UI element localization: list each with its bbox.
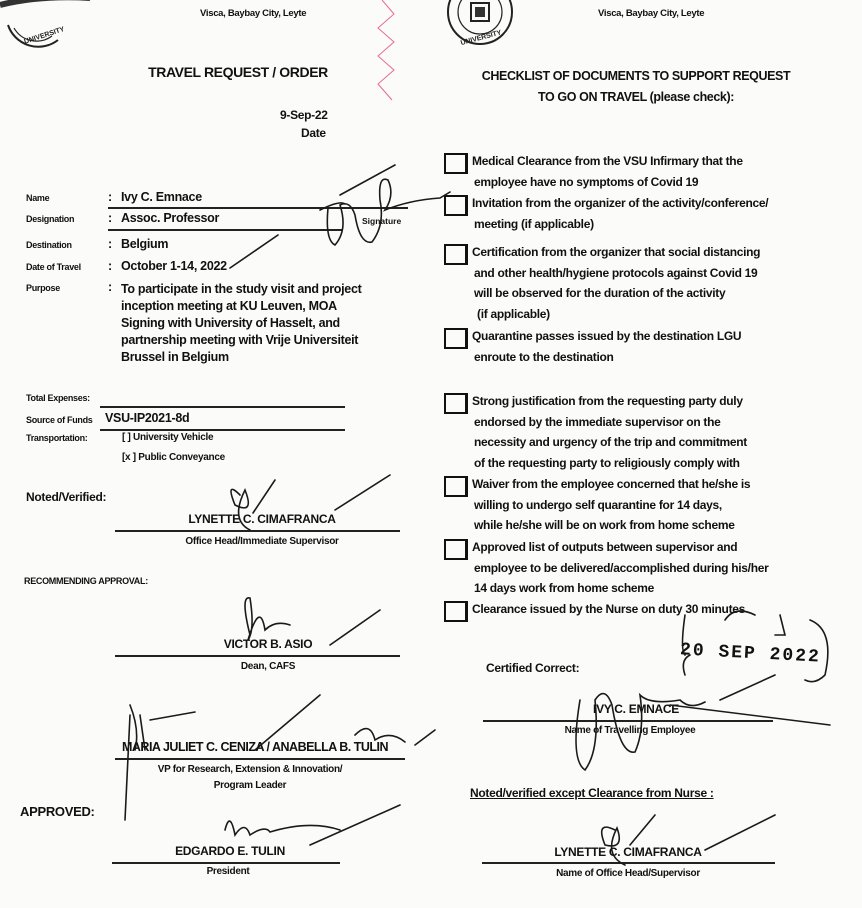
received-stamp-date: 20 SEP 2022 bbox=[679, 640, 822, 668]
office-head-name: LYNETTE C. CIMAFRANCA bbox=[554, 845, 702, 859]
checklist-item-text: endorsed by the immediate supervisor on the bbox=[474, 414, 721, 429]
colon: : bbox=[108, 211, 112, 225]
address-right: Visca, Baybay City, Leyte bbox=[598, 8, 705, 19]
checklist-item-text: of the requesting party to religiously comply with bbox=[474, 456, 740, 471]
office-head-title: Name of Office Head/Supervisor bbox=[556, 868, 700, 879]
checklist-checkbox[interactable] bbox=[444, 393, 468, 414]
svg-text:UNIVERSITY: UNIVERSITY bbox=[459, 29, 503, 48]
supervisor-title: Office Head/Immediate Supervisor bbox=[185, 536, 339, 547]
purpose-text bbox=[121, 281, 361, 366]
checklist-item-text: Clearance issued by the Nurse on duty 30 minutes bbox=[472, 602, 746, 616]
total-expenses-line bbox=[100, 406, 345, 408]
purpose-label: Purpose bbox=[26, 283, 60, 293]
checklist-item-text: will be observed for the duration of the activity bbox=[474, 286, 726, 301]
designation-label: Designation bbox=[26, 214, 75, 224]
travel-date-value: October 1-14, 2022 bbox=[121, 259, 227, 273]
colon: : bbox=[108, 259, 112, 273]
purpose-line: partnership meeting with Vrije Universiteit bbox=[121, 333, 359, 347]
total-expenses-label: Total Expenses: bbox=[26, 393, 90, 403]
transportation-label: Transportation: bbox=[26, 433, 88, 443]
source-of-funds-line bbox=[100, 429, 345, 431]
noted-verified-label: Noted/Verified: bbox=[26, 490, 107, 504]
destination-value: Belgium bbox=[121, 237, 169, 251]
noted-except-label: Noted/verified except Clearance from Nurse : bbox=[470, 786, 714, 800]
office-head-signature bbox=[585, 810, 785, 870]
checklist-checkbox[interactable] bbox=[444, 539, 468, 560]
checklist-item-text: enroute to the destination bbox=[474, 349, 614, 364]
checklist-checkbox[interactable] bbox=[444, 328, 468, 349]
employee-title: Name of Travelling Employee bbox=[564, 725, 696, 736]
traveler-signature bbox=[300, 170, 450, 250]
signature-label: Signature bbox=[362, 216, 402, 226]
supervisor-signature bbox=[215, 475, 395, 545]
checklist-checkbox[interactable] bbox=[444, 153, 468, 174]
vp-title-line-2: Program Leader bbox=[213, 780, 287, 791]
checklist-item-text: meeting (if applicable) bbox=[474, 216, 594, 231]
dean-signature bbox=[230, 590, 390, 650]
checklist-item-text: willing to undergo self quarantine for 14 days, bbox=[474, 497, 722, 512]
name-label: Name bbox=[26, 193, 50, 203]
checklist-item-text: necessity and urgency of the trip and commitment bbox=[474, 435, 747, 450]
purpose-line: Brussel in Belgium bbox=[121, 350, 229, 364]
checklist-item-text: while he/she will be on work from home scheme bbox=[474, 518, 735, 533]
certified-correct-label: Certified Correct: bbox=[486, 661, 580, 675]
transport-option-university-vehicle: [ ] University Vehicle bbox=[122, 432, 214, 443]
date-label: Date bbox=[301, 126, 326, 140]
dean-title: Dean, CAFS bbox=[240, 661, 296, 672]
source-of-funds-label: Source of Funds bbox=[26, 415, 93, 425]
checklist-item-text: Approved list of outputs between supervisor and bbox=[472, 540, 738, 554]
president-signature-line bbox=[112, 862, 340, 864]
name-value: Ivy C. Emnace bbox=[121, 190, 202, 204]
colon: : bbox=[108, 237, 112, 251]
president-signature bbox=[220, 800, 400, 860]
travel-date-label: Date of Travel bbox=[26, 262, 81, 272]
checklist-item-text: 14 days work from home scheme bbox=[474, 581, 655, 596]
supervisor-name: LYNETTE C. CIMAFRANCA bbox=[188, 512, 336, 526]
dean-signature-line bbox=[115, 655, 400, 657]
designation-value: Assoc. Professor bbox=[121, 211, 220, 225]
checklist-title-line-1: CHECKLIST OF DOCUMENTS TO SUPPORT REQUEST bbox=[481, 69, 791, 83]
employee-name: IVY C. EMNACE bbox=[593, 702, 679, 716]
checklist-item-text: Invitation from the organizer of the activity/conference/ bbox=[472, 196, 769, 210]
checklist-item-text: Medical Clearance from the VSU Infirmary that the bbox=[472, 154, 743, 168]
checklist-item-text: and other health/hygiene protocols against Covid 19 bbox=[474, 265, 758, 280]
checklist-item-text: Strong justification from the requesting party duly bbox=[472, 394, 743, 408]
checklist-item-text: Certification from the organizer that social distancing bbox=[472, 245, 761, 259]
university-seal-right bbox=[446, 0, 516, 50]
vp-title-line-1: VP for Research, Extension & Innovation/ bbox=[157, 764, 343, 775]
destination-label: Destination bbox=[26, 240, 72, 250]
checklist-checkbox[interactable] bbox=[444, 601, 468, 622]
form-title: TRAVEL REQUEST / ORDER bbox=[148, 64, 328, 80]
colon: : bbox=[108, 190, 112, 204]
checklist-checkbox[interactable] bbox=[444, 476, 468, 497]
purpose-line: To participate in the study visit and project bbox=[121, 282, 362, 296]
checklist-checkbox[interactable] bbox=[444, 244, 468, 265]
purpose-line: Signing with University of Hasselt, and bbox=[121, 316, 340, 330]
source-of-funds-value: VSU-IP2021-8d bbox=[105, 411, 190, 425]
initial-stroke bbox=[200, 230, 280, 270]
transport-option-public-conveyance: [x ] Public Conveyance bbox=[122, 452, 225, 463]
dean-name: VICTOR B. ASIO bbox=[223, 637, 313, 651]
colon: : bbox=[108, 280, 112, 294]
date-value: 9-Sep-22 bbox=[280, 108, 328, 122]
received-stamp bbox=[665, 600, 845, 685]
recommending-approval-label: RECOMMENDING APPROVAL: bbox=[24, 576, 148, 586]
checklist-item-text: (if applicable) bbox=[474, 307, 550, 322]
svg-text:UNIVERSITY: UNIVERSITY bbox=[23, 26, 66, 46]
vp-name: MARIA JULIET C. CENIZA / ANABELLA B. TULIN bbox=[121, 740, 389, 754]
checklist-title-line-2: TO GO ON TRAVEL (please check): bbox=[538, 90, 734, 104]
employee-signature bbox=[570, 680, 840, 780]
checklist-checkbox[interactable] bbox=[444, 195, 468, 216]
address-left: Visca, Baybay City, Leyte bbox=[200, 8, 307, 19]
president-name: EDGARDO E. TULIN bbox=[175, 844, 285, 858]
pink-ink-mark bbox=[370, 0, 400, 105]
approved-label: APPROVED: bbox=[20, 804, 95, 819]
purpose-line: inception meeting at KU Leuven, MOA bbox=[121, 299, 337, 313]
president-title: President bbox=[206, 866, 250, 877]
checklist-item-text: Waiver from the employee concerned that he/she is bbox=[472, 477, 751, 491]
checklist-item-text: Quarantine passes issued by the destination LGU bbox=[472, 329, 742, 343]
university-seal-left bbox=[0, 0, 70, 55]
checklist-item-text: employee to be delivered/accomplished during his/her bbox=[474, 560, 769, 575]
checklist-item-text: employee have no symptoms of Covid 19 bbox=[474, 174, 699, 189]
